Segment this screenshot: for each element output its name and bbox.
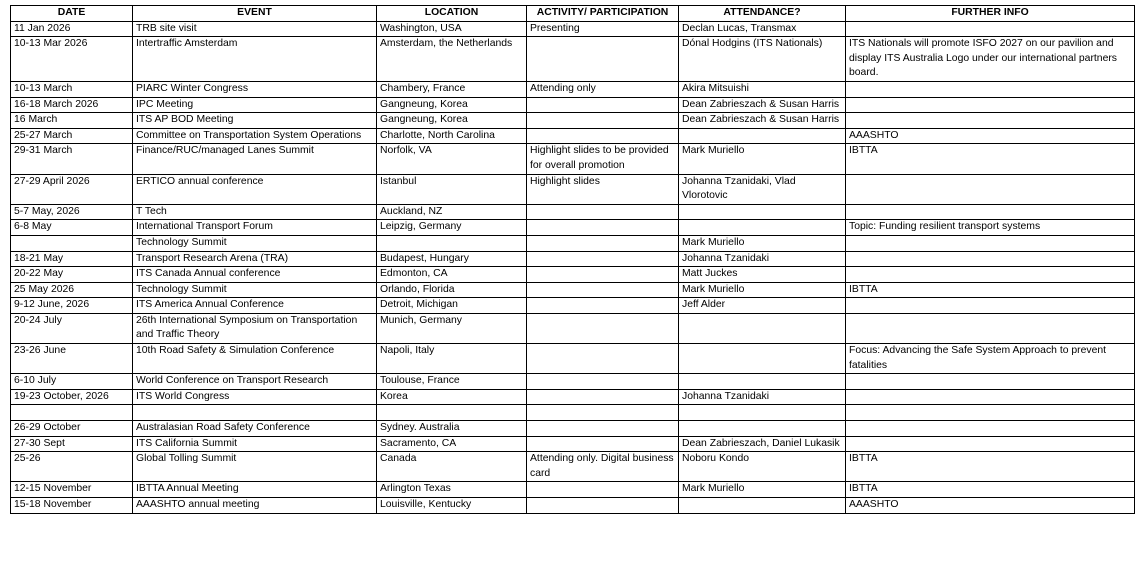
cell-further-info xyxy=(846,374,1135,390)
table-row xyxy=(11,220,1135,236)
cell-attendance: Dean Zabrieszach, Daniel Lukasik xyxy=(679,436,846,452)
cell-event: ITS California Summit xyxy=(133,436,377,452)
cell-date: 11 Jan 2026 xyxy=(11,21,133,37)
cell-attendance: Noboru Kondo xyxy=(679,452,846,482)
cell-event: IBTTA Annual Meeting xyxy=(133,482,377,498)
cell-event: TRB site visit xyxy=(133,21,377,37)
cell-date: 9-12 June, 2026 xyxy=(11,298,133,314)
cell-further-info: AAASHTO xyxy=(846,498,1135,514)
cell-location: Charlotte, North Carolina xyxy=(377,128,527,144)
cell-date: 6-8 May xyxy=(11,220,133,236)
cell-further-info: Topic: Funding resilient transport systems xyxy=(846,220,1135,236)
cell-further-info xyxy=(846,267,1135,283)
cell-event: ITS America Annual Conference xyxy=(133,298,377,314)
cell-attendance: Dean Zabrieszach & Susan Harris xyxy=(679,113,846,129)
cell-event: ITS World Congress xyxy=(133,389,377,405)
table-row xyxy=(11,37,1135,82)
cell-activity xyxy=(527,436,679,452)
cell-event: Global Tolling Summit xyxy=(133,452,377,482)
cell-further-info: Focus: Advancing the Safe System Approach to prevent fatalities xyxy=(846,344,1135,374)
cell-location: Auckland, NZ xyxy=(377,204,527,220)
cell-date: 15-18 November xyxy=(11,498,133,514)
cell-location: Toulouse, France xyxy=(377,374,527,390)
cell-location xyxy=(377,405,527,421)
cell-date: 16 March xyxy=(11,113,133,129)
cell-event: ITS Canada Annual conference xyxy=(133,267,377,283)
cell-further-info xyxy=(846,113,1135,129)
cell-attendance: Mark Muriello xyxy=(679,144,846,174)
cell-further-info: IBTTA xyxy=(846,144,1135,174)
cell-further-info xyxy=(846,436,1135,452)
cell-attendance: Mark Muriello xyxy=(679,282,846,298)
cell-date: 29-31 March xyxy=(11,144,133,174)
cell-activity xyxy=(527,267,679,283)
cell-attendance: Dónal Hodgins (ITS Nationals) xyxy=(679,37,846,82)
cell-event: Technology Summit xyxy=(133,282,377,298)
cell-location: Norfolk, VA xyxy=(377,144,527,174)
cell-attendance xyxy=(679,128,846,144)
cell-activity xyxy=(527,298,679,314)
cell-further-info xyxy=(846,421,1135,437)
cell-date xyxy=(11,235,133,251)
cell-activity xyxy=(527,405,679,421)
cell-attendance: Dean Zabrieszach & Susan Harris xyxy=(679,97,846,113)
cell-event: 10th Road Safety & Simulation Conference xyxy=(133,344,377,374)
cell-date: 26-29 October xyxy=(11,421,133,437)
header-location: LOCATION xyxy=(377,6,527,22)
cell-date: 25-27 March xyxy=(11,128,133,144)
cell-activity xyxy=(527,37,679,82)
cell-activity xyxy=(527,482,679,498)
cell-attendance xyxy=(679,204,846,220)
cell-location: Sacramento, CA xyxy=(377,436,527,452)
header-date: DATE xyxy=(11,6,133,22)
cell-event: World Conference on Transport Research xyxy=(133,374,377,390)
header-activity: ACTIVITY/ PARTICIPATION xyxy=(527,6,679,22)
cell-attendance: Matt Juckes xyxy=(679,267,846,283)
cell-event: IPC Meeting xyxy=(133,97,377,113)
cell-date: 25-26 xyxy=(11,452,133,482)
cell-attendance xyxy=(679,498,846,514)
cell-date: 10-13 Mar 2026 xyxy=(11,37,133,82)
cell-event: AAASHTO annual meeting xyxy=(133,498,377,514)
cell-activity xyxy=(527,421,679,437)
table-row xyxy=(11,298,1135,314)
cell-date: 10-13 March xyxy=(11,81,133,97)
cell-further-info xyxy=(846,81,1135,97)
cell-event: Transport Research Arena (TRA) xyxy=(133,251,377,267)
cell-event: ERTICO annual conference xyxy=(133,174,377,204)
table-row xyxy=(11,235,1135,251)
cell-location: Budapest, Hungary xyxy=(377,251,527,267)
cell-date: 23-26 June xyxy=(11,344,133,374)
cell-event: Intertraffic Amsterdam xyxy=(133,37,377,82)
header-attendance: ATTENDANCE? xyxy=(679,6,846,22)
cell-further-info xyxy=(846,389,1135,405)
cell-attendance: Jeff Alder xyxy=(679,298,846,314)
cell-attendance: Akira Mitsuishi xyxy=(679,81,846,97)
table-row xyxy=(11,313,1135,343)
header-row xyxy=(11,6,1135,22)
cell-location: Edmonton, CA xyxy=(377,267,527,283)
cell-location: Canada xyxy=(377,452,527,482)
cell-event: International Transport Forum xyxy=(133,220,377,236)
cell-activity xyxy=(527,282,679,298)
table-body xyxy=(11,21,1135,513)
cell-activity xyxy=(527,344,679,374)
cell-attendance: Johanna Tzanidaki xyxy=(679,251,846,267)
table-row xyxy=(11,113,1135,129)
cell-further-info: IBTTA xyxy=(846,452,1135,482)
cell-further-info xyxy=(846,251,1135,267)
cell-attendance: Mark Muriello xyxy=(679,235,846,251)
cell-date: 16-18 March 2026 xyxy=(11,97,133,113)
table-row xyxy=(11,405,1135,421)
cell-event: Technology Summit xyxy=(133,235,377,251)
cell-date: 27-30 Sept xyxy=(11,436,133,452)
cell-activity xyxy=(527,389,679,405)
table-row xyxy=(11,97,1135,113)
cell-activity: Highlight slides to be provided for overall promotion xyxy=(527,144,679,174)
cell-date: 12-15 November xyxy=(11,482,133,498)
table-row xyxy=(11,498,1135,514)
events-table xyxy=(10,5,1135,514)
cell-attendance xyxy=(679,421,846,437)
cell-location: Gangneung, Korea xyxy=(377,113,527,129)
cell-attendance xyxy=(679,313,846,343)
cell-further-info xyxy=(846,298,1135,314)
cell-further-info xyxy=(846,174,1135,204)
cell-event: 26th International Symposium on Transportation and Traffic Theory xyxy=(133,313,377,343)
table-row xyxy=(11,436,1135,452)
cell-activity xyxy=(527,128,679,144)
cell-further-info xyxy=(846,204,1135,220)
table-row xyxy=(11,452,1135,482)
cell-further-info xyxy=(846,313,1135,343)
table-row xyxy=(11,81,1135,97)
cell-location: Orlando, Florida xyxy=(377,282,527,298)
cell-location xyxy=(377,235,527,251)
cell-attendance xyxy=(679,374,846,390)
cell-activity xyxy=(527,204,679,220)
cell-location: Sydney. Australia xyxy=(377,421,527,437)
cell-further-info: AAASHTO xyxy=(846,128,1135,144)
cell-event: PIARC Winter Congress xyxy=(133,81,377,97)
table-row xyxy=(11,204,1135,220)
table-row xyxy=(11,389,1135,405)
cell-location: Munich, Germany xyxy=(377,313,527,343)
cell-attendance: Johanna Tzanidaki, Vlad Vlorotovic xyxy=(679,174,846,204)
table-row xyxy=(11,251,1135,267)
cell-further-info: IBTTA xyxy=(846,482,1135,498)
cell-location: Leipzig, Germany xyxy=(377,220,527,236)
table-row xyxy=(11,344,1135,374)
cell-further-info xyxy=(846,21,1135,37)
table-row xyxy=(11,421,1135,437)
cell-activity xyxy=(527,313,679,343)
cell-date: 20-22 May xyxy=(11,267,133,283)
cell-date xyxy=(11,405,133,421)
cell-activity xyxy=(527,113,679,129)
cell-date: 19-23 October, 2026 xyxy=(11,389,133,405)
cell-location: Istanbul xyxy=(377,174,527,204)
cell-event: Finance/RUC/managed Lanes Summit xyxy=(133,144,377,174)
table-row xyxy=(11,128,1135,144)
cell-location: Napoli, Italy xyxy=(377,344,527,374)
cell-further-info: IBTTA xyxy=(846,282,1135,298)
cell-activity xyxy=(527,220,679,236)
cell-date: 27-29 April 2026 xyxy=(11,174,133,204)
cell-location: Louisville, Kentucky xyxy=(377,498,527,514)
cell-location: Washington, USA xyxy=(377,21,527,37)
cell-attendance xyxy=(679,220,846,236)
table-row xyxy=(11,144,1135,174)
table-row xyxy=(11,482,1135,498)
cell-event: Committee on Transportation System Operations xyxy=(133,128,377,144)
cell-activity xyxy=(527,498,679,514)
table-row xyxy=(11,174,1135,204)
cell-date: 25 May 2026 xyxy=(11,282,133,298)
cell-further-info xyxy=(846,97,1135,113)
cell-attendance xyxy=(679,405,846,421)
header-event: EVENT xyxy=(133,6,377,22)
cell-further-info xyxy=(846,405,1135,421)
cell-event: Australasian Road Safety Conference xyxy=(133,421,377,437)
cell-activity xyxy=(527,251,679,267)
cell-date: 5-7 May, 2026 xyxy=(11,204,133,220)
table-row xyxy=(11,374,1135,390)
cell-further-info xyxy=(846,235,1135,251)
cell-location: Detroit, Michigan xyxy=(377,298,527,314)
cell-event xyxy=(133,405,377,421)
cell-attendance: Mark Muriello xyxy=(679,482,846,498)
cell-attendance xyxy=(679,344,846,374)
cell-location: Chambery, France xyxy=(377,81,527,97)
cell-activity: Attending only. Digital business card xyxy=(527,452,679,482)
cell-date: 18-21 May xyxy=(11,251,133,267)
table-row xyxy=(11,267,1135,283)
cell-activity xyxy=(527,374,679,390)
cell-date: 20-24 July xyxy=(11,313,133,343)
cell-date: 6-10 July xyxy=(11,374,133,390)
cell-location: Gangneung, Korea xyxy=(377,97,527,113)
cell-event: T Tech xyxy=(133,204,377,220)
cell-location: Korea xyxy=(377,389,527,405)
cell-further-info: ITS Nationals will promote ISFO 2027 on our pavilion and display ITS Australia Logo under our international partners board. xyxy=(846,37,1135,82)
cell-attendance: Declan Lucas, Transmax xyxy=(679,21,846,37)
cell-activity xyxy=(527,235,679,251)
cell-event: ITS AP BOD Meeting xyxy=(133,113,377,129)
cell-activity: Highlight slides xyxy=(527,174,679,204)
table-row xyxy=(11,21,1135,37)
cell-activity: Presenting xyxy=(527,21,679,37)
cell-activity: Attending only xyxy=(527,81,679,97)
table-row xyxy=(11,282,1135,298)
cell-attendance: Johanna Tzanidaki xyxy=(679,389,846,405)
cell-location: Arlington Texas xyxy=(377,482,527,498)
header-further-info: FURTHER INFO xyxy=(846,6,1135,22)
cell-activity xyxy=(527,97,679,113)
cell-location: Amsterdam, the Netherlands xyxy=(377,37,527,82)
